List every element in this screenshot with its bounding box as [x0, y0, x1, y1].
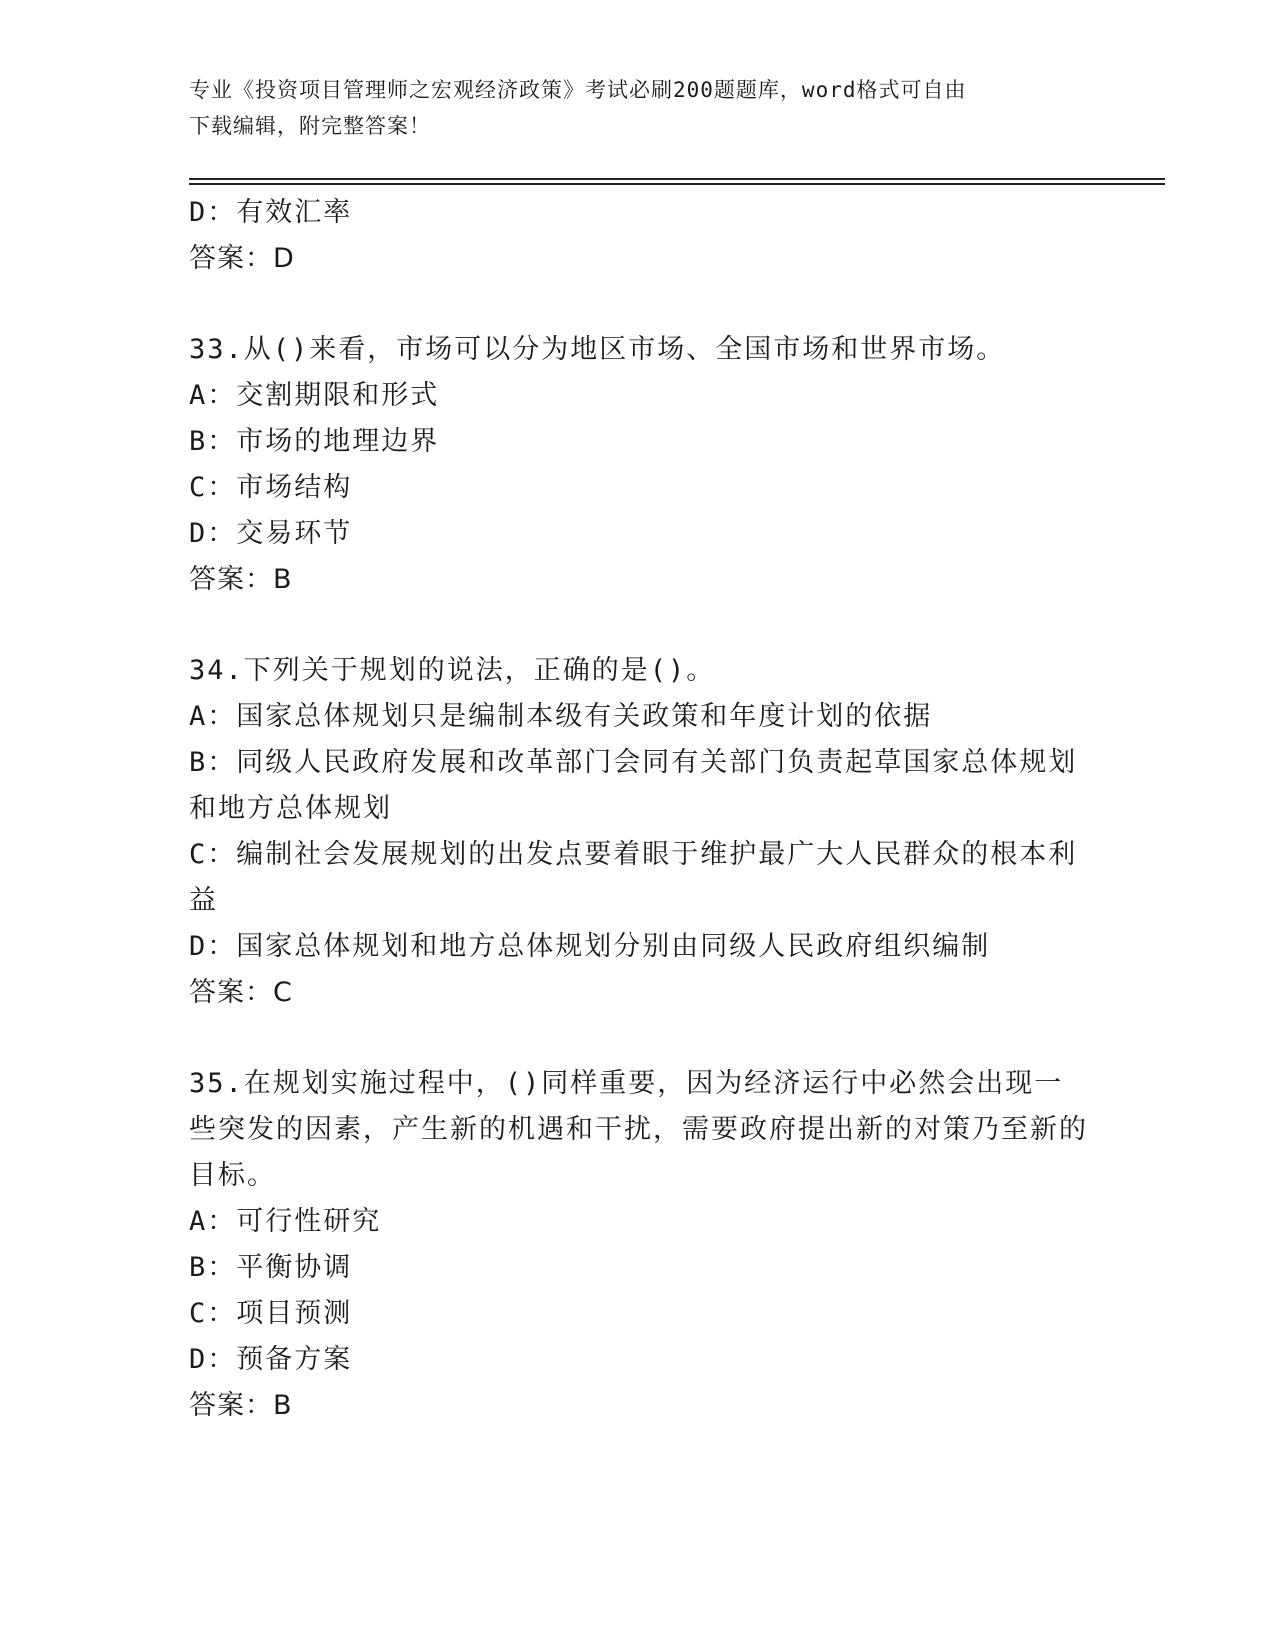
option-b: B：平衡协调 [189, 1252, 353, 1283]
header-line-1: 专业《投资项目管理师之宏观经济政策》考试必刷200题题库，word格式可自由 [189, 78, 967, 102]
option-c: C：编制社会发展规划的出发点要着眼于维护最广大人民群众的根本利益 [189, 839, 1078, 916]
spacer [189, 603, 1089, 648]
header-rule-bottom [189, 183, 1165, 185]
option-b: B：同级人民政府发展和改革部门会同有关部门负责起草国家总体规划和地方总体规划 [189, 747, 1078, 824]
question-35 [189, 1061, 1089, 1429]
answer-line: 答案：D [189, 243, 295, 274]
answer-line: 答案：C [189, 977, 293, 1008]
header-line-2: 下载编辑，附完整答案！ [189, 114, 431, 138]
question-text: 34.下列关于规划的说法，正确的是()。 [189, 655, 716, 686]
option-a: A：国家总体规划只是编制本级有关政策和年度计划的依据 [189, 701, 933, 732]
option-d: D：预备方案 [189, 1344, 353, 1375]
option-c: C：市场结构 [189, 472, 353, 503]
spacer [189, 1016, 1089, 1061]
option-d: D：交易环节 [189, 518, 353, 549]
question-content [189, 190, 1089, 1429]
carryover-block [189, 190, 1089, 282]
document-header [189, 72, 1089, 144]
option-a: A：交割期限和形式 [189, 380, 440, 411]
spacer [189, 282, 1089, 327]
option-d: D：国家总体规划和地方总体规划分别由同级人民政府组织编制 [189, 931, 991, 962]
option-b: B：市场的地理边界 [189, 426, 440, 457]
header-rule-top [189, 178, 1165, 180]
answer-line: 答案：B [189, 564, 293, 595]
question-33 [189, 327, 1089, 603]
question-text: 33.从()来看，市场可以分为地区市场、全国市场和世界市场。 [189, 334, 1006, 365]
option-d: D：有效汇率 [189, 197, 353, 228]
answer-line: 答案：B [189, 1390, 293, 1421]
option-a: A：可行性研究 [189, 1206, 382, 1237]
question-34 [189, 648, 1089, 1016]
question-text: 35.在规划实施过程中，()同样重要，因为经济运行中必然会出现一些突发的因素，产生新的机遇和干扰，需要政府提出新的对策乃至新的目标。 [189, 1068, 1088, 1191]
option-c: C：项目预测 [189, 1298, 353, 1329]
